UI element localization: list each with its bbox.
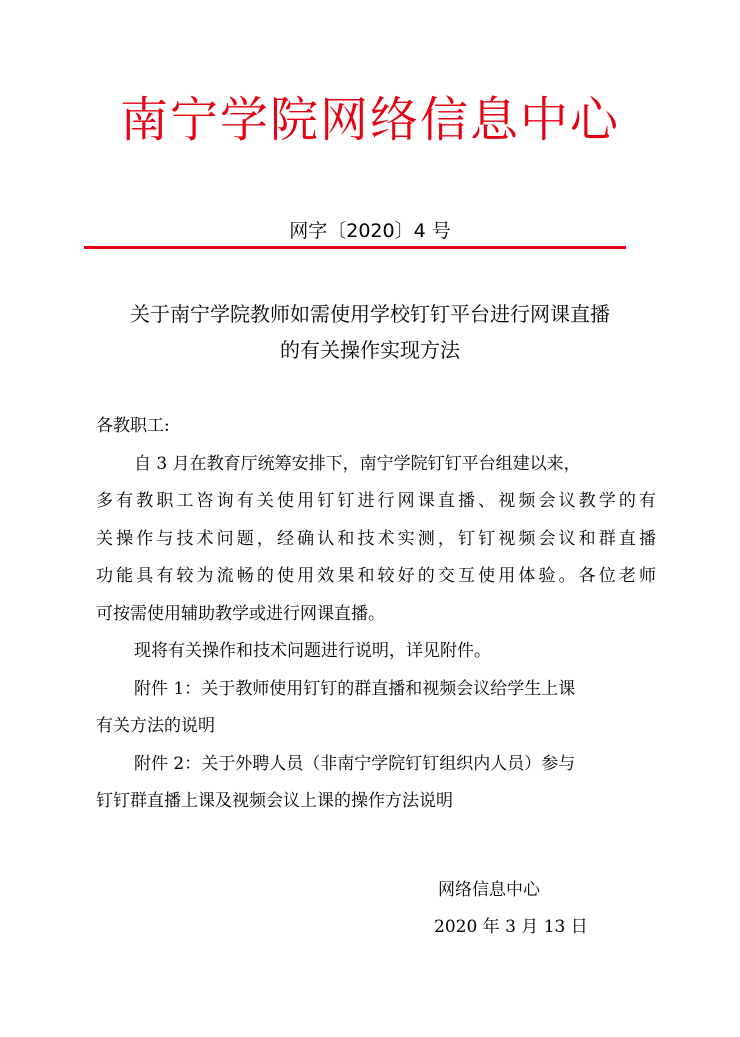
org-letterhead-title: 南宁学院网络信息中心 [119,92,620,148]
attachment-1-line-1: 附件 1：关于教师使用钉钉的群直播和视频会议给学生上课 [134,678,576,699]
attachment-1-line-2: 有关方法的说明 [96,716,215,736]
attachment-2-line-1: 附件 2：关于外聘人员（非南宁学院钉钉组织内人员）参与 [134,753,576,774]
attachment-2-line-2: 钉钉群直播上课及视频会议上课的操作方法说明 [96,791,453,811]
signature-department: 网络信息中心 [438,880,540,900]
paragraph-1-line-5: 可按需使用辅助教学或进行网课直播。 [96,603,385,624]
paragraph-2: 现将有关操作和技术问题进行说明，详见附件。 [134,641,491,661]
document-title-line-1: 关于南宁学院教师如需使用学校钉钉平台进行网课直播 [130,302,610,326]
signature-block [434,872,588,946]
paragraph-1-line-4: 功能具有较为流畅的使用效果和较好的交互使用体验。各位老师 [96,566,656,586]
letterhead-red-rule [84,246,626,249]
signature-date: 2020 年 3 月 13 日 [434,917,588,937]
document-title-line-2: 的有关操作实现方法 [280,338,460,362]
paragraph-1-line-3: 关操作与技术问题，经确认和技术实测，钉钉视频会议和群直播 [96,528,656,549]
document-number: 网字〔2020〕4 号 [289,220,451,242]
document-body [96,408,656,821]
salutation: 各教职工: [96,416,170,436]
document-title [80,296,660,368]
paragraph-1-line-2: 多有教职工咨询有关使用钉钉进行网课直播、视频会议教学的有 [96,491,656,511]
paragraph-1-line-1: 自 3 月在教育厅统筹安排下，南宁学院钉钉平台组建以来， [134,453,581,474]
